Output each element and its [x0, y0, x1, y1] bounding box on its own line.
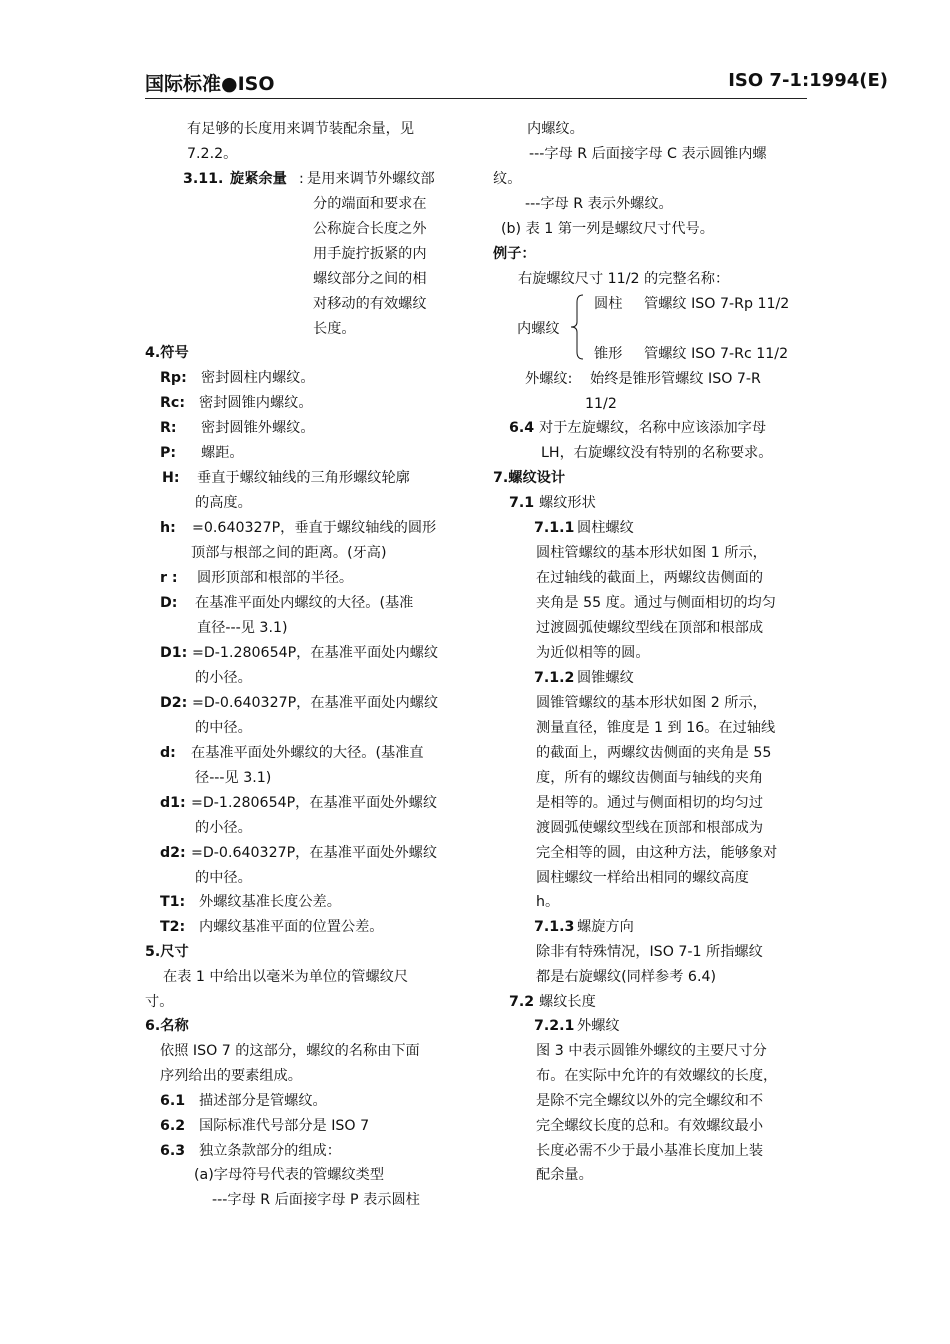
definition-text: 公称旋合长度之外 — [313, 221, 427, 237]
clause-text: 国际标准代号部分是 ISO 7 — [199, 1118, 370, 1134]
paragraph-text: 配余量。 — [536, 1167, 593, 1183]
symbol-code: d1: — [160, 795, 186, 811]
clause-text: 对于左旋螺纹，名称中应该添加字母 — [539, 420, 767, 436]
symbol-code: D1: — [160, 645, 188, 661]
subsection-number: 7.1 — [509, 495, 535, 511]
paragraph-text: 完全相等的圆，由这种方法，能够象对 — [536, 845, 778, 861]
example-designation: 管螺纹 ISO 7-Rc 11/2 — [644, 346, 789, 362]
paragraph-text: 寸。 — [145, 994, 174, 1010]
definition-text: 对移动的有效螺纹 — [313, 296, 427, 312]
subsection-title: 螺纹长度 — [539, 994, 596, 1010]
paragraph-text: 渡圆弧使螺纹型线在顶部和根部成为 — [536, 820, 764, 836]
paragraph-text: 序列给出的要素组成。 — [160, 1068, 302, 1084]
paragraph-text: 为近似相等的圆。 — [536, 645, 650, 661]
definition-number: 3.11. — [183, 171, 224, 187]
symbol-code: Rp: — [160, 370, 187, 386]
subsection-title: 外螺纹 — [577, 1018, 620, 1034]
paragraph-text: 依照 ISO 7 的这部分，螺纹的名称由下面 — [160, 1043, 420, 1059]
continued-text: 有足够的长度用来调节装配余量，见 — [187, 121, 415, 137]
definition-text: 用手旋拧扳紧的内 — [313, 246, 427, 262]
subsection-number: 7.1.3 — [534, 919, 575, 935]
subsection-number: 7.2.1 — [534, 1018, 575, 1034]
symbol-code: Rc: — [160, 395, 186, 411]
paragraph-text: 圆锥管螺纹的基本形状如图 2 所示， — [536, 695, 767, 711]
subsection-number: 7.1.1 — [534, 520, 575, 536]
symbol-desc: 在基准平面处内螺纹的大径。(基准 — [195, 595, 414, 611]
paragraph-text: 夹角是 55 度。通过与侧面相切的均匀 — [536, 595, 776, 611]
symbol-desc: 的小径。 — [195, 820, 252, 836]
paragraph-text: 圆柱螺纹一样给出相同的螺纹高度 — [536, 870, 749, 886]
paragraph-text: 布。在实际中允许的有效螺纹的长度， — [536, 1068, 778, 1084]
symbol-desc: 的高度。 — [195, 495, 252, 511]
subsection-number: 7.1.2 — [534, 670, 575, 686]
symbol-desc: 径---见 3.1) — [195, 770, 272, 786]
symbol-desc: 密封圆锥外螺纹。 — [201, 420, 315, 436]
paragraph-text: 度，所有的螺纹齿侧面与轴线的夹角 — [536, 770, 764, 786]
paragraph-text: 除非有特殊情况，ISO 7-1 所指螺纹 — [536, 944, 763, 960]
example-heading: 例子： — [493, 246, 536, 262]
symbol-desc: =D-0.640327P，在基准平面处内螺纹 — [192, 695, 439, 711]
paragraph-text: 图 3 中表示圆锥外螺纹的主要尺寸分 — [536, 1043, 767, 1059]
example-designation: 始终是锥形管螺纹 ISO 7-R — [590, 371, 761, 387]
subsection-title: 螺纹形状 — [539, 495, 596, 511]
symbol-code: H: — [162, 470, 180, 486]
section-heading-symbols: 4.符号 — [145, 345, 189, 361]
paragraph-text: 过渡圆弧使螺纹型线在顶部和根部成 — [536, 620, 764, 636]
sub-item-text: ---字母 R 后面接字母 P 表示圆柱 — [212, 1192, 420, 1208]
example-intro: 右旋螺纹尺寸 11/2 的完整名称： — [518, 271, 730, 287]
symbol-code: r : — [160, 570, 178, 586]
header-standard-number: ISO 7-1:1994(E) — [728, 70, 888, 91]
definition-text: 螺纹部分之间的相 — [313, 271, 427, 287]
paragraph-text: 圆柱管螺纹的基本形状如图 1 所示， — [536, 545, 767, 561]
symbol-code: d: — [160, 745, 176, 761]
symbol-code: h: — [160, 520, 176, 536]
clause-text: LH，右旋螺纹没有特别的名称要求。 — [541, 445, 773, 461]
section-heading-designation: 6.名称 — [145, 1018, 189, 1034]
definition-text: 长度。 — [313, 321, 356, 337]
section-heading-dimensions: 5.尺寸 — [145, 944, 189, 960]
symbol-code: D2: — [160, 695, 188, 711]
header-rule — [145, 98, 807, 99]
symbol-code: T2: — [160, 919, 186, 935]
example-designation: 管螺纹 ISO 7-Rp 11/2 — [644, 296, 790, 312]
example-kind: 锥形 — [594, 346, 623, 362]
subsection-number: 7.2 — [509, 994, 535, 1010]
paragraph-text: h。 — [536, 894, 560, 910]
symbol-desc: 垂直于螺纹轴线的三角形螺纹轮廓 — [197, 470, 410, 486]
symbol-desc: 的中径。 — [195, 720, 252, 736]
symbol-code: d2: — [160, 845, 186, 861]
paragraph-text: 是除不完全螺纹以外的完全螺纹和不 — [536, 1093, 764, 1109]
paragraph-text: 完全螺纹长度的总和。有效螺纹最小 — [536, 1118, 764, 1134]
symbol-desc: =D-0.640327P，在基准平面处外螺纹 — [191, 845, 438, 861]
internal-thread-label: 内螺纹 — [517, 321, 560, 337]
subsection-title: 圆锥螺纹 — [577, 670, 634, 686]
external-thread-label: 外螺纹: — [525, 371, 573, 387]
example-designation: 11/2 — [585, 396, 617, 412]
continued-text: 内螺纹。 — [527, 121, 584, 137]
symbol-desc: 顶部与根部之间的距离。(牙高) — [191, 545, 387, 561]
symbol-code: R: — [160, 420, 177, 436]
symbol-desc: 内螺纹基准平面的位置公差。 — [199, 919, 384, 935]
definition-text: 是用来调节外螺纹部 — [307, 171, 435, 187]
section-heading-thread-design: 7.螺纹设计 — [493, 470, 566, 486]
definition-separator: : — [299, 171, 304, 187]
header-standard-label: 国际标准●ISO — [145, 73, 275, 95]
sub-item-b: (b) 表 1 第一列是螺纹尺寸代号。 — [501, 221, 714, 237]
symbol-desc: =D-1.280654P，在基准平面处外螺纹 — [191, 795, 438, 811]
paragraph-text: 测量直径，锥度是 1 到 16。在过轴线 — [536, 720, 776, 736]
clause-number: 6.1 — [160, 1093, 186, 1109]
definition-text: 分的端面和要求在 — [313, 196, 427, 212]
clause-text: 独立条款部分的组成： — [199, 1143, 341, 1159]
paragraph-text: 是相等的。通过与侧面相切的均匀过 — [536, 795, 764, 811]
symbol-desc: 密封圆锥内螺纹。 — [199, 395, 313, 411]
sub-item-text: ---字母 R 后面接字母 C 表示圆锥内螺 — [529, 146, 767, 162]
symbol-desc: 的小径。 — [195, 670, 252, 686]
paragraph-text: 的截面上，两螺纹齿侧面的夹角是 55 — [536, 745, 772, 761]
sub-item-a: (a)字母符号代表的管螺纹类型 — [194, 1167, 385, 1183]
brace-icon — [570, 294, 584, 360]
paragraph-text: 在表 1 中给出以毫米为单位的管螺纹尺 — [163, 969, 409, 985]
clause-number: 6.4 — [509, 420, 535, 436]
paragraph-text: 都是右旋螺纹(同样参考 6.4) — [536, 969, 717, 985]
symbol-desc: 外螺纹基准长度公差。 — [199, 894, 341, 910]
symbol-desc: 圆形顶部和根部的半径。 — [197, 570, 354, 586]
subsection-title: 螺旋方向 — [577, 919, 634, 935]
symbol-desc: 密封圆柱内螺纹。 — [201, 370, 315, 386]
paragraph-text: 长度必需不少于最小基准长度加上装 — [536, 1143, 764, 1159]
symbol-desc: 直径---见 3.1) — [197, 620, 288, 636]
clause-text: 描述部分是管螺纹。 — [199, 1093, 327, 1109]
symbol-desc: =0.640327P，垂直于螺纹轴线的圆形 — [192, 520, 437, 536]
paragraph-text: 在过轴线的截面上，两螺纹齿侧面的 — [536, 570, 764, 586]
clause-number: 6.2 — [160, 1118, 186, 1134]
sub-item-text: 纹。 — [493, 171, 522, 187]
symbol-code: P: — [160, 445, 177, 461]
subsection-title: 圆柱螺纹 — [577, 520, 634, 536]
definition-term: 旋紧余量 — [230, 171, 287, 187]
clause-number: 6.3 — [160, 1143, 186, 1159]
sub-item-text: ---字母 R 表示外螺纹。 — [525, 196, 673, 212]
symbol-desc: 的中径。 — [195, 870, 252, 886]
symbol-desc: =D-1.280654P，在基准平面处内螺纹 — [192, 645, 439, 661]
symbol-desc: 螺距。 — [201, 445, 244, 461]
continued-text: 7.2.2。 — [187, 146, 238, 162]
symbol-code: D: — [160, 595, 178, 611]
symbol-desc: 在基准平面处外螺纹的大径。(基准直 — [191, 745, 424, 761]
symbol-code: T1: — [160, 894, 186, 910]
example-kind: 圆柱 — [594, 296, 623, 312]
